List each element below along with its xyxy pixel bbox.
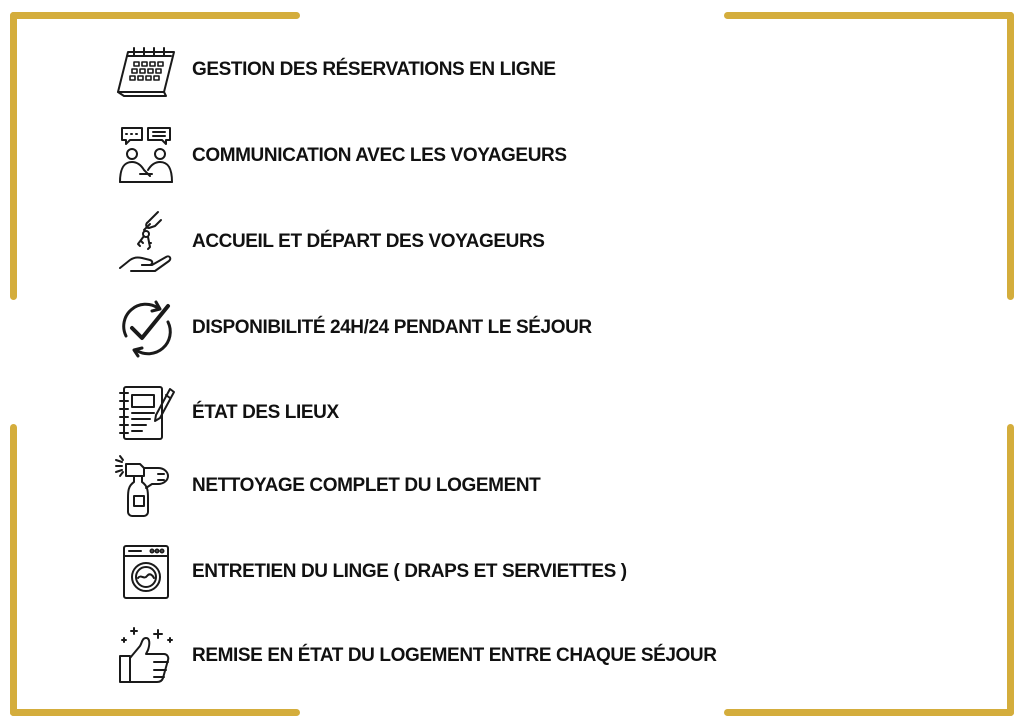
service-label: NETTOYAGE COMPLET DU LOGEMENT bbox=[192, 475, 541, 496]
service-item bbox=[110, 381, 810, 445]
service-item bbox=[110, 296, 810, 360]
key-handover-icon bbox=[110, 210, 182, 274]
frame-bottom-left-vertical bbox=[10, 424, 17, 716]
service-label: ACCUEIL ET DÉPART DES VOYAGEURS bbox=[192, 231, 545, 252]
service-item bbox=[110, 624, 810, 688]
frame-top-right-vertical bbox=[1007, 12, 1014, 300]
service-label: REMISE EN ÉTAT DU LOGEMENT ENTRE CHAQUE SÉJOUR bbox=[192, 645, 717, 666]
service-item bbox=[110, 210, 810, 274]
notepad-icon bbox=[110, 381, 182, 445]
service-item bbox=[110, 540, 810, 604]
service-item bbox=[110, 38, 810, 102]
service-item bbox=[110, 454, 810, 518]
washing-machine-icon bbox=[110, 540, 182, 604]
check-refresh-icon bbox=[110, 296, 182, 360]
service-label: COMMUNICATION AVEC LES VOYAGEURS bbox=[192, 145, 567, 166]
conversation-icon bbox=[110, 124, 182, 188]
frame-top-left-horizontal bbox=[10, 12, 300, 19]
frame-bottom-right-horizontal bbox=[724, 709, 1014, 716]
service-label: DISPONIBILITÉ 24H/24 PENDANT LE SÉJOUR bbox=[192, 317, 592, 338]
spray-bottle-icon bbox=[110, 454, 182, 518]
service-item bbox=[110, 124, 810, 188]
frame-top-right-horizontal bbox=[724, 12, 1014, 19]
service-label: ENTRETIEN DU LINGE ( DRAPS ET SERVIETTES ) bbox=[192, 561, 627, 582]
service-label: GESTION DES RÉSERVATIONS EN LIGNE bbox=[192, 59, 556, 80]
frame-bottom-right-vertical bbox=[1007, 424, 1014, 716]
frame-bottom-left-horizontal bbox=[10, 709, 300, 716]
service-label: ÉTAT DES LIEUX bbox=[192, 402, 339, 423]
frame-top-left-vertical bbox=[10, 12, 17, 300]
thumbs-up-sparkle-icon bbox=[110, 624, 182, 688]
calendar-icon bbox=[110, 38, 182, 102]
